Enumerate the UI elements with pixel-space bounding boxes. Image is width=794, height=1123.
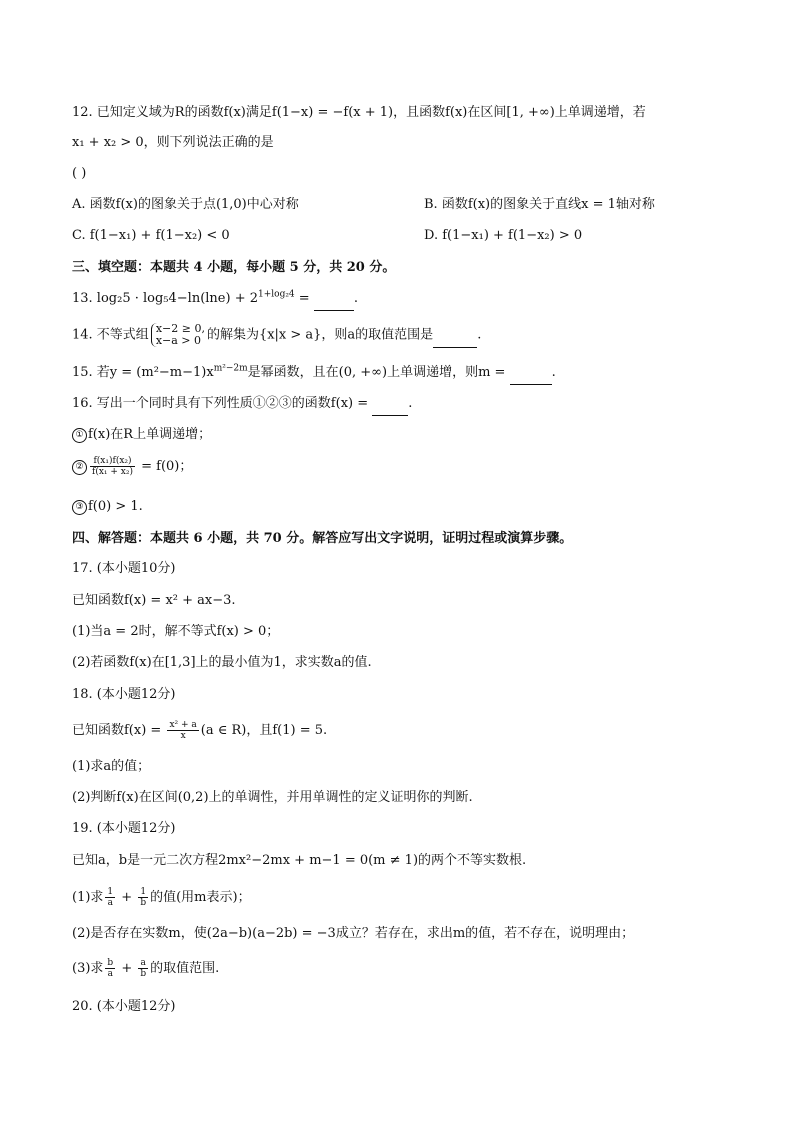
q13-period: . [353,291,358,306]
q18-title: 18. (本小题12分) [72,687,176,702]
q19-part3 [72,958,219,979]
q14-ineq1: x−2 ≥ 0, [155,322,205,335]
q19-part1-fraction1 [105,887,115,908]
q19-part1-suffix: 的值(用m表示)； [150,890,251,905]
q18-fraction [167,720,198,741]
q17-part1: (1)当a = 2时，解不等式f(x) > 0； [72,624,280,639]
q18-part2: (2)判断f(x)在区间(0,2)上的单调性，并用单调性的定义证明你的判断. [72,790,473,805]
q18-stem-prefix: 已知函数f(x) = [72,723,166,738]
q13-exponent: 1+log₂4 [258,289,295,300]
q15-line [72,364,556,385]
q12-option-row1 [72,196,655,214]
q16-stem: 16. 写出一个同时具有下列性质①②③的函数f(x) = [72,396,373,411]
q15-prefix: 15. 若y = (m²−m−1)x [72,365,214,380]
q17-stem: 已知函数f(x) = x² + ax−3. [72,593,236,608]
q14-prefix: 14. 不等式组 [72,327,149,343]
section4-header: 四、解答题：本题共 6 小题，共 70 分。解答应写出文字说明，证明过程或演算步骤。 [72,531,573,546]
q16-property3 [72,498,143,516]
q20-title: 20. (本小题12分) [72,999,176,1014]
q19-part3-fraction2-den: b [140,969,147,979]
q19-part3-plus: + [117,961,137,976]
q16-fraction [90,456,135,477]
q16-property1 [72,426,211,444]
q13-equals: = [294,291,314,306]
q15-exponent: m²−2m [213,363,248,374]
q18-fraction-denominator: x [180,731,186,741]
q19-part1-fraction2 [138,887,148,908]
q12-answer-paren: ( ) [72,166,87,181]
q19-part1-fraction1-den: a [107,898,113,908]
circled-2-icon: ② [72,460,87,475]
q19-part1-fraction1-num: 1 [107,887,114,897]
q19-part1-prefix: (1)求 [72,890,104,905]
q19-part1-fraction2-den: b [140,898,147,908]
circled-1-icon: ① [72,428,87,443]
q12-option-c: C. f(1−x₁) + f(1−x₂) < 0 [72,228,230,243]
q16-property2-rest: = f(0)； [136,459,193,474]
section3-header: 三、填空题：本题共 4 小题，每小题 5 分，共 20 分。 [72,260,396,275]
q14-mid: 的解集为{x|x > a}，则a的取值范围是 [206,327,434,343]
q19-part3-fraction1-num: b [107,958,114,968]
q12-line1: 12. 已知定义域为R的函数f(x)满足f(1−x) = −f(x + 1)，且函数f(x)在区间[1, +∞)上单调递增，若 [72,105,646,120]
q19-title: 19. (本小题12分) [72,821,176,836]
q19-part3-fraction1 [105,958,115,979]
q19-part3-fraction2 [138,958,148,979]
q19-part2: (2)是否存在实数m，使(2a−b)(a−2b) = −3成立？若存在，求出m的值，若不存在，说明理由； [72,926,635,941]
q18-stem-suffix: (a ∈ R)，且f(1) = 5. [200,723,328,738]
q19-stem: 已知a，b是一元二次方程2mx²−2mx + m−1 = 0(m ≠ 1)的两个不等实数根. [72,853,527,868]
q14-answer-blank[interactable] [433,329,477,348]
q19-part3-fraction2-num: a [138,958,148,969]
q14-period: . [477,327,482,343]
q19-part3-prefix: (3)求 [72,961,104,976]
q19-part3-suffix: 的取值范围. [150,961,220,976]
q12-line2: x₁ + x₂ > 0，则下列说法正确的是 [72,135,274,150]
q13-answer-blank[interactable] [314,292,354,311]
q12-option-a: A. 函数f(x)的图象关于点(1,0)中心对称 [72,197,299,212]
q19-part1-fraction2-num: 1 [138,887,148,898]
q15-answer-blank[interactable] [510,366,552,385]
q12-option-d: D. f(1−x₁) + f(1−x₂) > 0 [424,228,583,243]
q16-property3-text: f(0) > 1. [88,499,143,514]
q17-title: 17. (本小题10分) [72,561,176,576]
q12-option-b: B. 函数f(x)的图象关于直线x = 1轴对称 [424,197,655,212]
q13-line [72,290,358,311]
q19-part3-fraction1-den: a [107,969,113,979]
q15-mid: 是幂函数，且在(0, +∞)上单调递增，则m = [247,365,510,380]
q14-line [72,323,481,348]
q17-part2: (2)若函数f(x)在[1,3]上的最小值为1，求实数a的值. [72,655,372,670]
q19-part1 [72,887,251,908]
q18-part1: (1)求a的值； [72,759,151,774]
q18-fraction-numerator: x² + a [169,720,197,730]
q18-stem [72,720,327,741]
q13-expression: 13. log₂5 · log₅4−ln(lne) + 2 [72,291,258,306]
q14-ineq2: x−a > 0 [155,334,201,347]
q16-answer-blank[interactable] [372,397,408,416]
circled-3-icon: ③ [72,500,87,515]
q16-property2 [72,456,192,477]
q16-property1-text: f(x)在R上单调递增； [88,427,212,442]
q19-part1-plus: + [117,890,137,905]
q16-period: . [408,396,413,411]
q16-fraction-denominator: f(x₁ + x₂) [92,467,133,477]
q16-line [72,395,412,416]
q16-fraction-numerator: f(x₁)f(x₂) [90,456,135,467]
q14-inequality-system [151,323,205,347]
q12-option-row2 [72,227,583,245]
q15-period: . [551,365,556,380]
